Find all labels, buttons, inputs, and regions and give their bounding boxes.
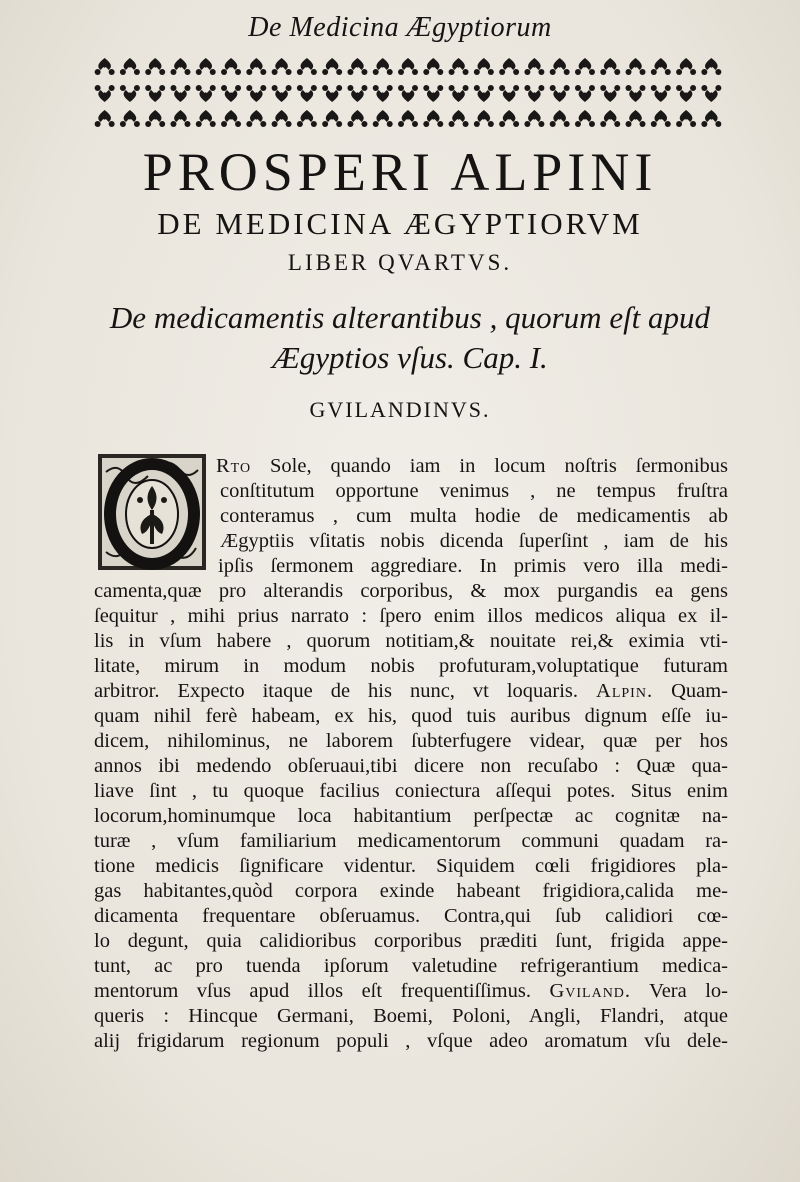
fleuron-icon (499, 85, 519, 102)
chapter-title-line-1: De medicamentis alterantibus , quorum eſt apud (109, 300, 711, 335)
fleuron-icon (499, 58, 519, 75)
fleuron-icon (272, 110, 292, 127)
fleuron-icon (221, 58, 241, 75)
fleuron-icon (626, 110, 646, 127)
body-line: ipſis ſermonem aggrediare. In primis vero illa medi- (218, 555, 728, 577)
fleuron-icon (347, 85, 367, 102)
chapter-title (90, 298, 730, 378)
fleuron-icon (600, 85, 620, 102)
body-line: conſtitutum opportune venimus , ne tempus fruſtra (220, 480, 728, 502)
body-line-text: Quam- (653, 680, 728, 702)
fleuron-icon (297, 85, 317, 102)
fleuron-icon (145, 85, 165, 102)
body-line: quam nihil ferè habeam, ex his, quod tuis auribus dignum eſſe iu- (94, 705, 728, 727)
fleuron-icon (196, 58, 216, 75)
fleuron-icon (398, 110, 418, 127)
fleuron-icon (550, 110, 570, 127)
fleuron-icon (524, 85, 544, 102)
fleuron-icon (170, 110, 190, 127)
fleuron-icon (626, 85, 646, 102)
fleuron-icon (246, 110, 266, 127)
fleuron-icon (651, 110, 671, 127)
fleuron-icon (95, 110, 115, 127)
body-line (94, 977, 728, 1005)
fleuron-icon (524, 58, 544, 75)
fleuron-icon (196, 110, 216, 127)
body-line (216, 452, 728, 480)
fleuron-icon (600, 110, 620, 127)
fleuron-icon (322, 110, 342, 127)
fleuron-icon (676, 110, 696, 127)
fleuron-icon (221, 85, 241, 102)
fleuron-icon (120, 58, 140, 75)
fleuron-icon (322, 85, 342, 102)
fleuron-icon (550, 85, 570, 102)
body-line: lis in vſum habere , quorum notitiam,& nouitate rei,& eximia vti- (94, 630, 728, 652)
fleuron-icon (676, 85, 696, 102)
initial-word-rest: Rto (216, 455, 252, 477)
fleuron-icon (297, 110, 317, 127)
fleuron-icon (246, 85, 266, 102)
body-line-text: arbitror. Expecto itaque de his nunc, vt loquaris. (94, 680, 579, 702)
fleuron-icon (347, 110, 367, 127)
body-line: dicem, nihilominus, ne laborem ſubterfugere videar, quæ per hos (94, 730, 728, 752)
body-line: gas habitantes,quòd corpora exinde habeant frigidiora,calida me- (94, 880, 728, 902)
body-line: dicamenta frequentare obſeruamus. Contra,qui ſub calidiori cœ- (94, 905, 728, 927)
fleuron-icon (170, 85, 190, 102)
fleuron-icon (272, 58, 292, 75)
fleuron-icon (449, 85, 469, 102)
book-number: LIBER QVARTVS. (287, 250, 513, 275)
body-line: camenta,quæ pro alterandis corporibus, & mox purgandis ea gens (94, 580, 728, 602)
fleuron-icon (373, 58, 393, 75)
body-line (94, 677, 728, 705)
fleuron-icon (120, 110, 140, 127)
fleuron-icon (120, 85, 140, 102)
fleuron-icon (575, 85, 595, 102)
fleuron-icon (575, 110, 595, 127)
fleuron-icon (221, 110, 241, 127)
speaker-alpin: Alpin. (596, 680, 654, 702)
body-line: annos ibi medendo obſeruaui,tibi dicere non recuſabo : Quæ qua- (94, 755, 728, 777)
fleuron-icon (373, 110, 393, 127)
body-line-text: Vera lo- (631, 980, 728, 1002)
fleuron-icon (449, 110, 469, 127)
body-line: queris : Hincque Germani, Boemi, Poloni, Angli, Flandri, atque (94, 1005, 728, 1027)
fleuron-icon (145, 58, 165, 75)
fleuron-icon (398, 85, 418, 102)
fleuron-icon (196, 85, 216, 102)
fleuron-icon (423, 85, 443, 102)
fleuron-icon (423, 110, 443, 127)
fleuron-icon (575, 58, 595, 75)
running-head: De Medicina Ægyptiorum (248, 12, 552, 43)
body-line: liave ſint , tu quoque facilius coniectura aſſequi potes. Situs enim (94, 780, 728, 802)
body-line: tunt, ac pro tuenda ipſorum valetudine refrigerantium medica- (94, 955, 728, 977)
fleuron-icon (701, 85, 721, 102)
body-line: conteramus , cum multa hodie de medicamentis ab (220, 505, 728, 527)
body-line: lo degunt, quia calidioribus corporibus præditi ſunt, frigida appe- (94, 930, 728, 952)
fleuron-icon (676, 58, 696, 75)
fleuron-icon (449, 58, 469, 75)
body-line: turæ , vſum familiarium medicamentorum communi quadam ra- (94, 830, 728, 852)
body-line: alij frigidarum regionum populi , vſque adeo aromatum vſu dele- (94, 1030, 728, 1052)
chapter-title-line-2: Ægyptios vſus. Cap. I. (272, 340, 548, 375)
fleuron-icon (474, 85, 494, 102)
fleuron-icon (626, 58, 646, 75)
fleuron-icon (524, 110, 544, 127)
body-line: ſequitur , mihi prius narrato : ſpero enim illos medicos aliqua ex il- (94, 605, 728, 627)
author-heading: PROSPERI ALPINI (142, 142, 658, 202)
fleuron-icon (474, 58, 494, 75)
body-line: litate, mirum in modum nobis profuturam,voluptatique futuram (94, 655, 728, 677)
speaker-guiland: Gviland. (549, 980, 632, 1002)
fleuron-icon (651, 85, 671, 102)
fleuron-icon (701, 110, 721, 127)
ornament-band (92, 54, 724, 132)
fleuron-icon (474, 110, 494, 127)
fleuron-icon (322, 58, 342, 75)
fleuron-icon (347, 58, 367, 75)
body-line-text: mentorum vſus apud illos eſt frequentiſſimus. (94, 980, 531, 1002)
body-line: locorum,hominumque loca habitantium perſpectæ ac cognitæ na- (94, 805, 728, 827)
speaker-heading: GVILANDINVS. (309, 397, 491, 422)
decorated-initial-o (96, 452, 208, 572)
fleuron-icon (423, 58, 443, 75)
fleuron-icon (145, 110, 165, 127)
body-line-text: Sole, quando iam in locum noſtris ſermonibus (251, 455, 728, 477)
work-title: DE MEDICINA ÆGYPTIORVM (157, 206, 643, 241)
fleuron-icon (95, 85, 115, 102)
fleuron-icon (600, 58, 620, 75)
fleuron-icon (499, 110, 519, 127)
fleuron-icon (373, 85, 393, 102)
fleuron-icon (297, 58, 317, 75)
fleuron-icon (170, 58, 190, 75)
fleuron-icon (550, 58, 570, 75)
fleuron-icon (95, 58, 115, 75)
body-line: tione medicis ſignificare videntur. Siquidem cœli frigidiores pla- (94, 855, 728, 877)
fleuron-icon (246, 58, 266, 75)
fleuron-icon (272, 85, 292, 102)
fleuron-icon (651, 58, 671, 75)
fleuron-icon (701, 58, 721, 75)
fleuron-icon (398, 58, 418, 75)
body-line: Ægyptiis vſitatis nobis dicenda ſuperſint , iam de his (220, 530, 728, 552)
